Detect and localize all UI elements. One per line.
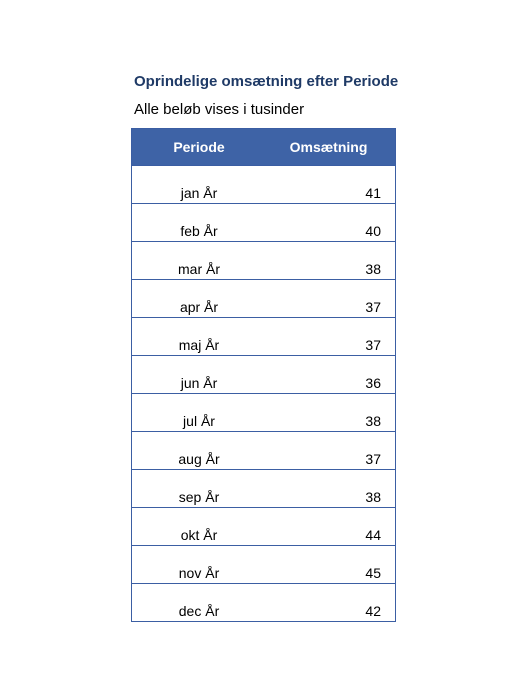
cell-periode: jul År	[132, 394, 267, 432]
cell-periode: feb År	[132, 204, 267, 242]
table-row	[132, 508, 396, 546]
cell-periode: jun År	[132, 356, 267, 394]
report-subtitle: Alle beløb vises i tusinder	[134, 101, 305, 118]
cell-omsaetning: 38	[266, 242, 396, 280]
cell-omsaetning: 38	[266, 470, 396, 508]
cell-omsaetning: 37	[266, 318, 396, 356]
cell-periode: maj År	[132, 318, 267, 356]
cell-omsaetning: 40	[266, 204, 396, 242]
table-row	[132, 432, 396, 470]
cell-periode: apr År	[132, 280, 267, 318]
table-header-row	[132, 129, 396, 166]
table-row	[132, 356, 396, 394]
cell-periode: sep År	[132, 470, 267, 508]
cell-periode: nov År	[132, 546, 267, 584]
column-header-periode: Periode	[132, 129, 267, 166]
table-row	[132, 242, 396, 280]
cell-omsaetning: 41	[266, 166, 396, 204]
cell-omsaetning: 37	[266, 432, 396, 470]
cell-periode: okt År	[132, 508, 267, 546]
cell-periode: aug År	[132, 432, 267, 470]
table-row	[132, 584, 396, 622]
cell-omsaetning: 42	[266, 584, 396, 622]
table-row	[132, 546, 396, 584]
cell-omsaetning: 44	[266, 508, 396, 546]
column-header-omsaetning: Omsætning	[266, 129, 396, 166]
report-title: Oprindelige omsætning efter Periode	[134, 73, 399, 90]
table-row	[132, 318, 396, 356]
table-row	[132, 166, 396, 204]
cell-omsaetning: 45	[266, 546, 396, 584]
cell-periode: jan År	[132, 166, 267, 204]
cell-periode: dec År	[132, 584, 267, 622]
table-row	[132, 470, 396, 508]
table-row	[132, 204, 396, 242]
table-body	[132, 166, 396, 622]
cell-omsaetning: 37	[266, 280, 396, 318]
cell-omsaetning: 36	[266, 356, 396, 394]
revenue-table	[131, 128, 396, 622]
table-row	[132, 280, 396, 318]
cell-periode: mar År	[132, 242, 267, 280]
table-row	[132, 394, 396, 432]
cell-omsaetning: 38	[266, 394, 396, 432]
